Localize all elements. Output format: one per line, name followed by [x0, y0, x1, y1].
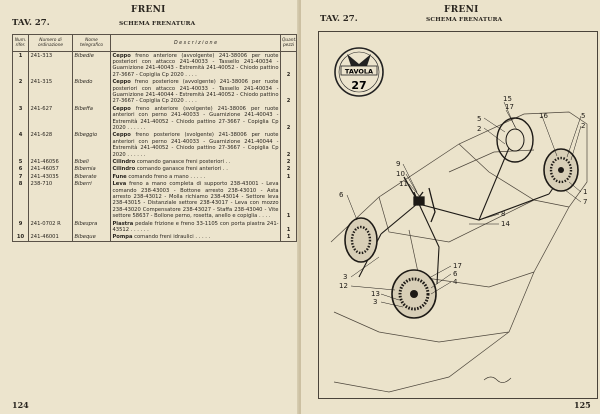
leader-lines: [347, 102, 581, 307]
plate-number: TAV. 27.: [12, 18, 50, 28]
row-part-name: Ceppo: [112, 132, 131, 139]
row-code: 241-0702 R: [29, 220, 73, 234]
signature-mark: [484, 377, 511, 383]
callout-6-front: 6: [453, 270, 458, 278]
page-subtitle: SCHEMA FRENATURA: [426, 17, 503, 23]
row-part-text: freno posteriore (avvolgente) 241-38006 per ruote posteriori con attacco 241-40033 - Tassello 241-40034 - Guarnizione 241-40044 - Estremità 241-40052 - Chiodo pattino 27-3667 - Copiglia Cp 2020 . . . .: [112, 79, 279, 105]
row-num: 10: [13, 234, 29, 242]
table-row: [13, 173, 297, 180]
callout-5: 5: [477, 115, 482, 123]
row-description: [111, 181, 281, 220]
table-row: [13, 166, 297, 173]
row-num: 6: [13, 166, 29, 173]
row-telegraph: Bibemia: [73, 166, 111, 173]
row-part-name: Ceppo: [112, 79, 131, 86]
row-part-name: Cilindro: [112, 159, 136, 165]
row-code: 241-627: [29, 105, 73, 132]
row-qty: 1: [281, 173, 297, 180]
row-part-text: comando ganasce freni anteriori . .: [135, 166, 228, 173]
row-telegraph: Bibedie: [73, 52, 111, 79]
callout-3: 3: [343, 273, 348, 281]
parts-table: [12, 34, 297, 242]
col-header-telegraph: Nome telegrafico: [73, 35, 111, 52]
col-header-qty: Quant. pezzi: [281, 35, 297, 52]
row-qty: 2: [281, 105, 297, 132]
callout-8: 8: [501, 210, 506, 218]
row-qty: 2: [281, 132, 297, 159]
hand-brake-assembly: [404, 177, 435, 222]
row-part-text: comando ganasce freni posteriori . .: [135, 159, 231, 165]
row-part-text: freno anteriore (svolgente) 241-38006 per ruote anteriori con perno 241-40033 - Guarnizione 241-40043 - Estremità 241-40052 - Chiodo pattino 27-3667 - Copiglia Cp 2020 . . . . . .: [112, 105, 279, 131]
row-telegraph: Bibedo: [73, 79, 111, 106]
left-page: [0, 0, 299, 414]
callout-1: 1: [583, 188, 588, 196]
callout-11: 11: [399, 180, 408, 188]
row-part-name: Ceppo: [112, 52, 131, 59]
row-part-text: comando freno a mano . . . . .: [126, 173, 206, 180]
table-row: [13, 52, 297, 79]
rear-right-wheel: [544, 149, 578, 191]
row-part-name: Piastra: [112, 220, 134, 227]
col-header-num: Num. rifer.: [13, 35, 29, 52]
row-num: 2: [13, 79, 29, 106]
callout-2: 2: [477, 125, 482, 133]
row-description: [111, 173, 281, 180]
row-part-name: Ceppo: [112, 105, 131, 112]
row-code: 241-46056: [29, 159, 73, 166]
callout-2-right: 2: [581, 122, 586, 130]
row-telegraph: Bibeffa: [73, 105, 111, 132]
page-subtitle: SCHEMA FRENATURA: [119, 21, 196, 27]
row-num: 1: [13, 52, 29, 79]
row-description: [111, 79, 281, 106]
row-qty: 2: [281, 79, 297, 106]
row-description: [111, 132, 281, 159]
row-qty: 2: [281, 159, 297, 166]
row-num: 9: [13, 220, 29, 234]
table-row: [13, 220, 297, 234]
row-part-text: freno anteriore (avvolgente) 241-38006 per ruote posteriori con attacco 241-40033 - Tassello 241-40034 - Guarnizione 241-40043 - Estremità 241-40052 - Chiodo pattino 27-3667 - Copiglia Cp 2020 . . . .: [112, 52, 279, 78]
page-title: FRENI: [131, 5, 166, 15]
page-number-left: 124: [12, 400, 29, 410]
row-description: [111, 220, 281, 234]
brake-system-diagram: [318, 31, 598, 399]
callout-4: 4: [453, 278, 458, 286]
row-code: 241-313: [29, 52, 73, 79]
diagram-drawing: [319, 32, 597, 398]
callout-10: 10: [396, 170, 405, 178]
row-part-name: Cilindro: [112, 166, 136, 173]
callout-5-right: 5: [581, 112, 586, 120]
callout-17-front: 17: [453, 262, 462, 270]
callout-6: 6: [339, 191, 344, 199]
row-part-name: Pompa: [112, 234, 133, 241]
badge-number: 27: [351, 79, 367, 92]
row-qty: 1: [281, 234, 297, 242]
row-code: 241-46057: [29, 166, 73, 173]
table-row: [13, 105, 297, 132]
row-qty: 2: [281, 52, 297, 79]
front-left-wheel: [345, 218, 377, 262]
callout-16: 16: [539, 112, 548, 120]
page-number-right: 125: [574, 400, 591, 410]
front-right-wheel: [392, 270, 436, 318]
callout-14: 14: [501, 220, 510, 228]
row-telegraph: Bibespra: [73, 220, 111, 234]
callout-3-lower: 3: [373, 298, 378, 306]
row-code: 241-46001: [29, 234, 73, 242]
col-header-description: D e s c r i z i o n e: [111, 35, 281, 52]
row-num: 7: [13, 173, 29, 180]
callout-7: 7: [583, 198, 588, 206]
row-part-text: freno posteriore (svolgente) 241-38006 per ruote anteriori con perno 241-40033 - Guarnizione 241-40044 - Estremità 241-40052 - Chiodo pattino 27-3667 - Copiglia Cp 2020 . . . . . .: [112, 132, 279, 158]
row-code: 241-43035: [29, 173, 73, 180]
row-part-text: pedale frizione e freno 33-1105 con porta piastra 241-43512 . . . . . .: [112, 220, 279, 234]
row-description: [111, 159, 281, 166]
row-part-name: Leva: [112, 181, 127, 188]
table-row: [13, 132, 297, 159]
row-code: 238-710: [29, 181, 73, 220]
row-description: [111, 105, 281, 132]
row-qty: 1: [281, 220, 297, 234]
row-telegraph: Biberate: [73, 173, 111, 180]
callout-12: 12: [339, 282, 348, 290]
table-row: [13, 159, 297, 166]
badge-label: TAVOLA: [344, 67, 374, 76]
row-part-text: comando freni idraulici . . . . .: [132, 234, 211, 241]
plate-number: TAV. 27.: [320, 14, 358, 24]
row-telegraph: Bibeli: [73, 159, 111, 166]
table-row: [13, 79, 297, 106]
row-qty: 1: [281, 181, 297, 220]
table-row: [13, 234, 297, 242]
rear-left-wheel: [497, 118, 533, 162]
page-title: FRENI: [444, 5, 479, 15]
row-qty: 2: [281, 166, 297, 173]
row-telegraph: Bibeque: [73, 234, 111, 242]
row-part-text: freno a mano completa di supporto 238-43001 - Leva comando 238-43003 - Bottone arresto 238-43010 - Asta arresto 238-43012 - Molla richiamo 238-43014 - Settore leva 238-43015 - Distanziale settore 238-43017 - Leva con mozzo 238-43020 Compensatore 238-43027 - Staffa 238-43040 - Vite settore 58637 - Bollone perno, rosetta, anello e copiglia . . . .: [112, 181, 279, 220]
row-num: 3: [13, 105, 29, 132]
row-description: [111, 52, 281, 79]
row-code: 241-315: [29, 79, 73, 106]
callout-13: 13: [371, 290, 380, 298]
table-row: [13, 181, 297, 220]
row-code: 241-628: [29, 132, 73, 159]
callout-15: 15: [503, 95, 512, 103]
table-header-row: [13, 35, 297, 52]
row-description: [111, 166, 281, 173]
callout-9: 9: [396, 160, 401, 168]
callout-17: 17: [505, 103, 514, 111]
row-telegraph: Biberri: [73, 181, 111, 220]
row-num: 5: [13, 159, 29, 166]
row-part-name: Fune: [112, 173, 127, 180]
tavola-badge: [335, 48, 383, 96]
row-telegraph: Bibeggio: [73, 132, 111, 159]
row-num: 8: [13, 181, 29, 220]
row-num: 4: [13, 132, 29, 159]
row-description: [111, 234, 281, 242]
col-header-code: Numero di ordinazione: [29, 35, 73, 52]
